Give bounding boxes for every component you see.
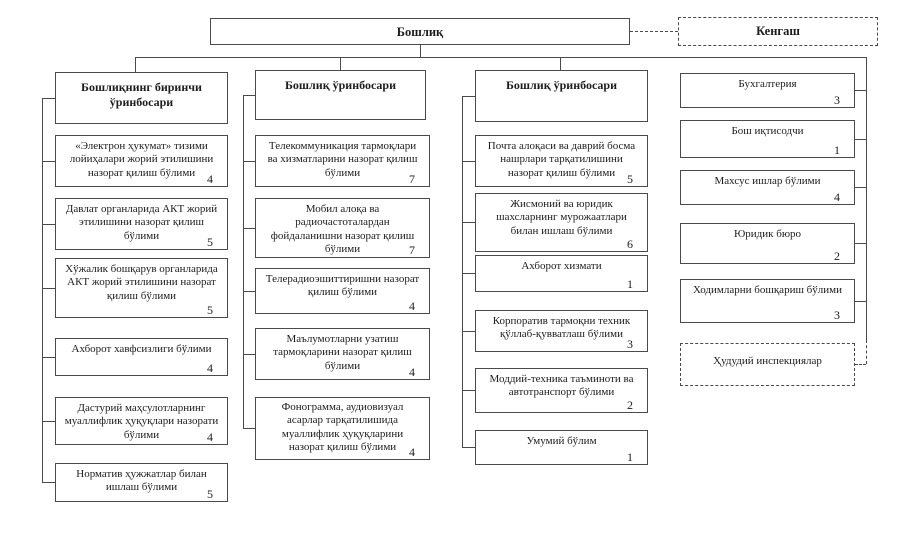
dashed-connector-line xyxy=(866,340,867,364)
dept-box-c4-1 xyxy=(680,73,855,108)
dept-title: Умумий бўлим xyxy=(526,435,597,447)
dept-box-c2-4 xyxy=(255,328,430,380)
connector-line xyxy=(462,273,475,274)
connector-line xyxy=(855,243,866,244)
dept-box-c3-5 xyxy=(475,368,648,413)
column-1-header xyxy=(55,72,228,124)
org-box-council xyxy=(678,17,878,46)
staff-count: 4 xyxy=(207,430,213,444)
dept-box-c2-1 xyxy=(255,135,430,187)
connector-line xyxy=(462,222,475,223)
column-3-header xyxy=(475,70,648,122)
dept-box-c2-5 xyxy=(255,397,430,460)
connector-line xyxy=(866,57,867,340)
staff-count: 1 xyxy=(627,450,633,464)
connector-line xyxy=(462,390,475,391)
dept-box-c4-3 xyxy=(680,170,855,205)
dept-box-c4-4 xyxy=(680,223,855,264)
dashed-connector-line xyxy=(855,364,866,365)
connector-line xyxy=(42,288,55,289)
staff-count: 3 xyxy=(834,93,840,107)
connector-line xyxy=(42,357,55,358)
dept-box-c3-1 xyxy=(475,135,648,187)
dept-box-c3-2 xyxy=(475,193,648,252)
connector-line xyxy=(243,428,255,429)
dept-title: Ахборот хизмати xyxy=(521,260,602,272)
staff-count: 5 xyxy=(207,235,213,249)
staff-count: 7 xyxy=(409,172,415,186)
connector-line xyxy=(462,96,463,447)
dept-title: Норматив ҳужжатлар билан ишлаш бўлими xyxy=(76,468,207,494)
column-2-header-label: Бошлиқ ўринбосари xyxy=(284,78,397,92)
dept-box-c1-5 xyxy=(55,397,228,445)
connector-line xyxy=(243,95,244,428)
dept-box-c1-3 xyxy=(55,258,228,318)
staff-count: 1 xyxy=(834,143,840,157)
connector-line xyxy=(243,354,255,355)
connector-line xyxy=(42,482,55,483)
dept-title: Ходимларни бошқариш бўлими xyxy=(693,284,842,296)
dept-title: Ҳудудий инспекциялар xyxy=(713,355,822,367)
staff-count: 6 xyxy=(627,237,633,251)
dept-box-c1-6 xyxy=(55,463,228,502)
connector-line xyxy=(243,95,255,96)
dept-box-c3-4 xyxy=(475,310,648,352)
dept-title: Ахборот хавфсизлиги бўлими xyxy=(71,343,212,355)
connector-line xyxy=(42,161,55,162)
connector-line xyxy=(855,301,866,302)
dept-title: Фонограмма, аудиовизуал асарлар тарқатилишида муаллифлик ҳуқуқларини назорат қилиш бўлими xyxy=(281,401,404,454)
column-1-header-label: Бошлиқнинг биринчи ўринбосари xyxy=(81,80,202,109)
staff-count: 2 xyxy=(834,249,840,263)
connector-line xyxy=(135,57,867,58)
dept-box-territorial-inspections xyxy=(680,343,855,386)
dept-title: Почта алоқаси ва даврий босма нашрлари тарқатилишини назорат қилиш бўлими xyxy=(487,140,636,179)
dept-box-c4-2 xyxy=(680,120,855,158)
dept-title: Бош иқтисодчи xyxy=(731,125,804,137)
column-2-header xyxy=(255,70,426,120)
staff-count: 7 xyxy=(409,243,415,257)
dept-title: Давлат органларида АКТ жорий этилишини назорат қилиш бўлими xyxy=(65,203,218,242)
dept-box-c1-1 xyxy=(55,135,228,187)
dept-title: Маълумотларни узатиш тармоқларини назорат қилиш бўлими xyxy=(273,333,412,372)
staff-count: 3 xyxy=(627,337,633,351)
connector-line xyxy=(462,161,475,162)
connector-line xyxy=(855,139,866,140)
staff-count: 4 xyxy=(207,172,213,186)
dept-box-c3-3 xyxy=(475,255,648,292)
staff-count: 5 xyxy=(627,172,633,186)
dept-title: Дастурий маҳсулотларнинг муаллифлик ҳуқуқлари назорати бўлими xyxy=(64,402,219,441)
dept-box-c2-3 xyxy=(255,268,430,314)
council-dashed-connector xyxy=(630,31,678,32)
connector-line xyxy=(243,161,255,162)
staff-count: 5 xyxy=(207,487,213,501)
dept-title: Телекоммуникация тармоқлари ва хизматларини назорат қилиш бўлими xyxy=(267,140,418,179)
staff-count: 4 xyxy=(207,361,213,375)
connector-line xyxy=(855,187,866,188)
staff-count: 2 xyxy=(627,398,633,412)
dept-box-c3-6 xyxy=(475,430,648,465)
dept-title: Махсус ишлар бўлими xyxy=(714,175,821,187)
connector-line xyxy=(462,331,475,332)
staff-count: 4 xyxy=(409,299,415,313)
connector-line xyxy=(243,291,255,292)
dept-title: Корпоратив тармоқни техник қўллаб-қувватлаш бўлими xyxy=(492,315,631,341)
dept-title: Моддий-техника таъминоти ва автотранспорт бўлими xyxy=(489,373,634,399)
dept-box-c2-2 xyxy=(255,198,430,258)
dept-box-c4-5 xyxy=(680,279,855,323)
org-box-root xyxy=(210,18,630,45)
dept-title: Бухгалтерия xyxy=(738,78,797,90)
connector-line xyxy=(462,447,475,448)
dept-box-c1-2 xyxy=(55,198,228,250)
dept-box-c1-4 xyxy=(55,338,228,376)
connector-line xyxy=(135,57,136,72)
staff-count: 4 xyxy=(409,365,415,379)
root-label: Бошлиқ xyxy=(396,25,444,39)
staff-count: 1 xyxy=(627,277,633,291)
connector-line xyxy=(340,57,341,70)
connector-line xyxy=(42,224,55,225)
dept-title: Юридик бюро xyxy=(733,228,802,240)
dept-title: «Электрон ҳукумат» тизими лойиҳалари жорий этилишини назорат қилиш бўлими xyxy=(69,140,214,179)
connector-line xyxy=(462,96,475,97)
staff-count: 5 xyxy=(207,303,213,317)
dept-title: Хўжалик бошқарув органларида АКТ жорий этилишини назорат қилиш бўлими xyxy=(65,263,218,302)
dept-title: Телерадиоэшиттиришни назорат қилиш бўлими xyxy=(265,273,420,299)
connector-line xyxy=(560,57,561,70)
connector-line xyxy=(420,45,421,57)
connector-line xyxy=(855,90,866,91)
staff-count: 4 xyxy=(834,190,840,204)
connector-line xyxy=(42,98,55,99)
staff-count: 4 xyxy=(409,445,415,459)
dept-title: Жисмоний ва юридик шахсларнинг мурожаатлари билан ишлаш бўлими xyxy=(496,198,627,237)
connector-line xyxy=(42,421,55,422)
column-3-header-label: Бошлиқ ўринбосари xyxy=(505,78,618,92)
connector-line xyxy=(42,98,43,483)
connector-line xyxy=(243,228,255,229)
dept-title: Мобил алоқа ва радиочастоталардан фойдаланишни назорат қилиш бўлими xyxy=(270,203,415,256)
staff-count: 3 xyxy=(834,308,840,322)
council-label: Кенгаш xyxy=(756,24,800,38)
